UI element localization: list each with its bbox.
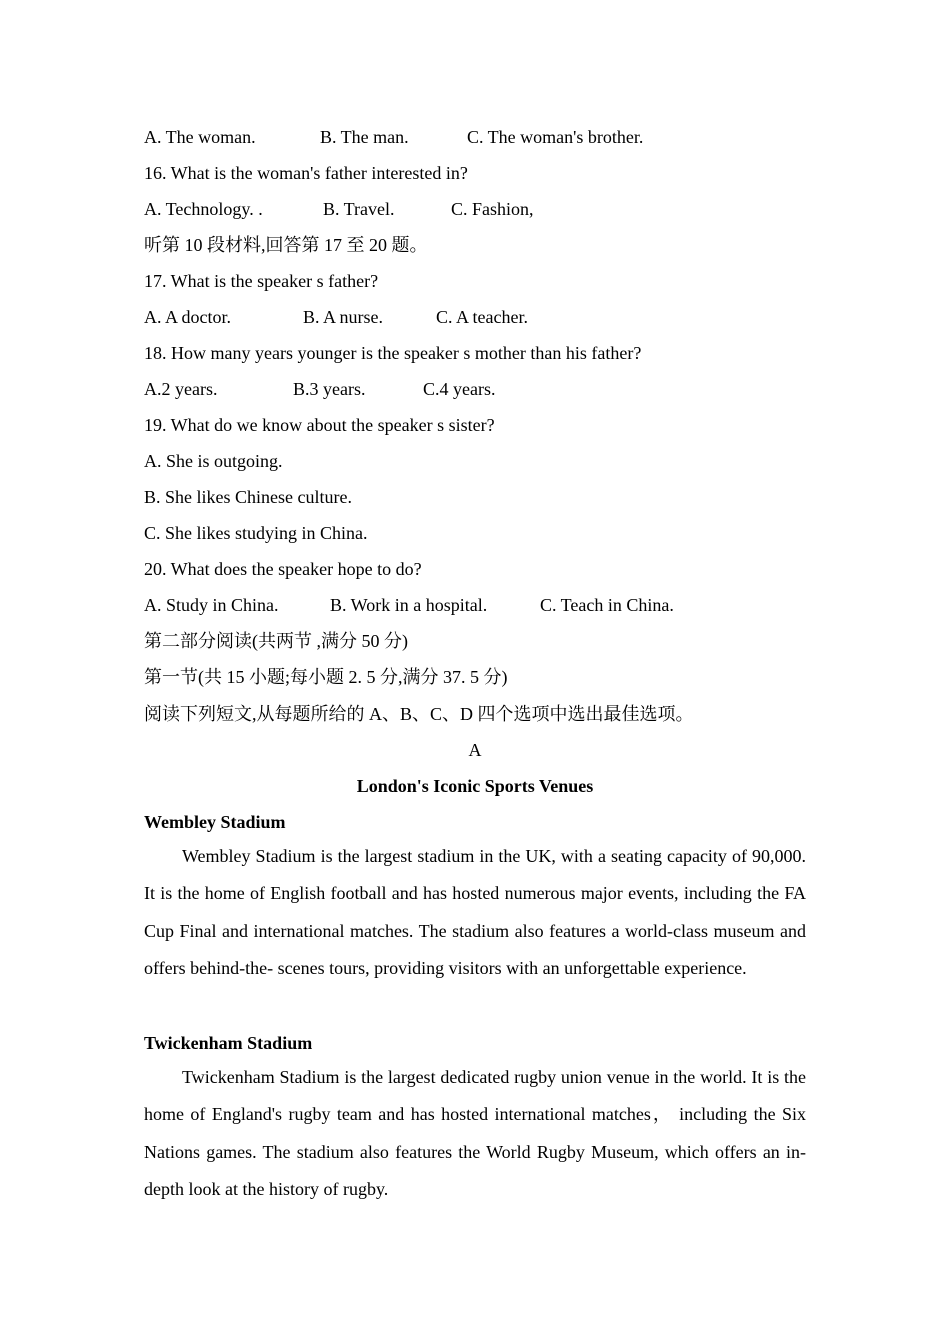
q18-option-b: B.3 years. — [293, 379, 366, 399]
q18-question: 18. How many years younger is the speaker s mother than his father? — [144, 343, 642, 363]
passage-title: London's Iconic Sports Venues — [356, 776, 594, 796]
q18-option-c: C.4 years. — [423, 379, 496, 399]
q19-option-a: A. She is outgoing. — [144, 451, 283, 471]
venue-heading-wembley: Wembley Stadium — [144, 812, 286, 832]
q19-question: 19. What do we know about the speaker s sister? — [144, 415, 495, 435]
q15-option-b: B. The man. — [320, 127, 409, 147]
q17-question: 17. What is the speaker s father? — [144, 271, 379, 291]
passage-label: A — [468, 740, 482, 760]
venue-paragraph-twickenham — [144, 1059, 806, 1208]
q19-option-b: B. She likes Chinese culture. — [144, 487, 352, 507]
part2-section1: 第一节(共 15 小题;每小题 2. 5 分,满分 37. 5 分) — [144, 667, 508, 687]
venue-heading-twickenham: Twickenham Stadium — [144, 1033, 313, 1053]
q16-option-b: B. Travel. — [323, 199, 395, 219]
q20-question: 20. What does the speaker hope to do? — [144, 559, 422, 579]
section10-instruction: 听第 10 段材料,回答第 17 至 20 题。 — [144, 235, 428, 255]
q17-option-b: B. A nurse. — [303, 307, 384, 327]
q15-option-a: A. The woman. — [144, 127, 256, 147]
q16-option-c: C. Fashion, — [451, 199, 534, 219]
venue-text-wembley: Wembley Stadium is the largest stadium in the UK, with a seating capacity of 90,000. It is the home of English football and has hosted numerous major events, including the FA Cup Final and international matches. The stadium also features a world-class museum and offers behind-the- scenes tours, providing visitors with an unforgettable experience. — [144, 846, 806, 978]
part2-title: 第二部分阅读(共两节 ,满分 50 分) — [144, 631, 408, 651]
q18-option-a: A.2 years. — [144, 379, 218, 399]
venue-text-twickenham: Twickenham Stadium is the largest dedicated rugby union venue in the world. It is the home of England's rugby team and has hosted international matches， including the Six Nations games. The stadium also features the World Rugby Museum, which offers an in-depth look at the history of rugby. — [144, 1067, 806, 1199]
q20-option-b: B. Work in a hospital. — [330, 595, 488, 615]
q20-option-a: A. Study in China. — [144, 595, 279, 615]
q16-option-a: A. Technology. . — [144, 199, 263, 219]
q19-option-c: C. She likes studying in China. — [144, 523, 368, 543]
part2-instruction: 阅读下列短文,从每题所给的 A、B、C、D 四个选项中选出最佳选项。 — [144, 704, 694, 724]
venue-paragraph-wembley — [144, 838, 806, 987]
q17-option-c: C. A teacher. — [436, 307, 528, 327]
q20-option-c: C. Teach in China. — [540, 595, 674, 615]
q15-option-c: C. The woman's brother. — [467, 127, 644, 147]
q17-option-a: A. A doctor. — [144, 307, 232, 327]
q16-question: 16. What is the woman's father interested in? — [144, 163, 468, 183]
